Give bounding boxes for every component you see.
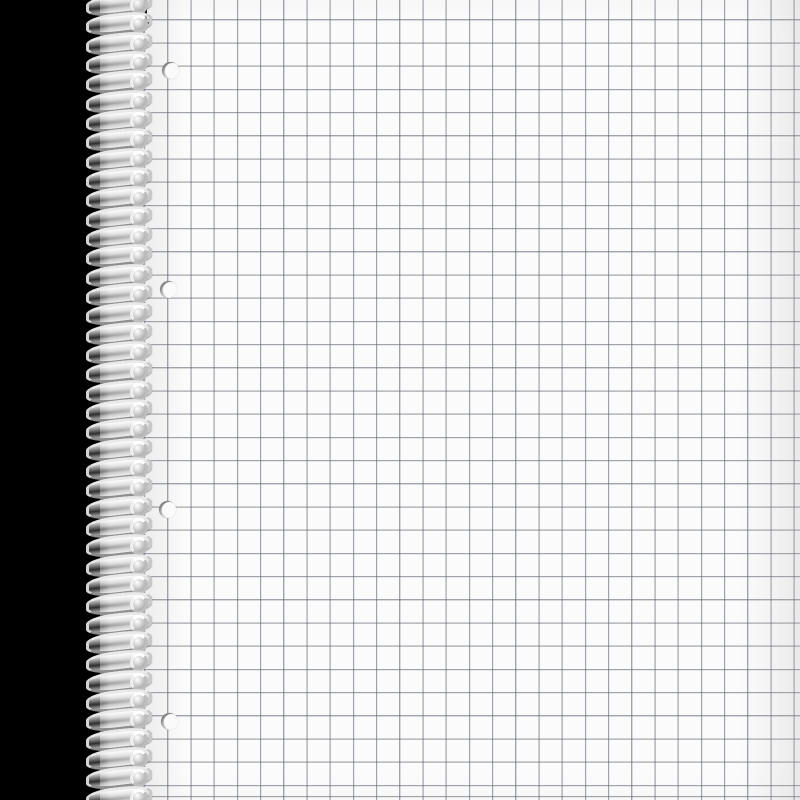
- coil-loop: [86, 207, 146, 222]
- coil-loop: [86, 52, 146, 67]
- punch-hole: [162, 62, 179, 79]
- coil-loop: [86, 497, 146, 512]
- coil-loop: [86, 477, 146, 492]
- graph-paper-sheet: [96, 0, 800, 800]
- coil-loop: [86, 381, 146, 396]
- coil-loop: [86, 516, 146, 531]
- coil-loop: [86, 13, 146, 28]
- coil-loop: [86, 574, 146, 589]
- coil-loop: [86, 110, 146, 125]
- punch-hole: [160, 281, 177, 298]
- coil-loop: [86, 33, 146, 48]
- page-shadow-right: [740, 0, 800, 800]
- coil-loop: [86, 400, 146, 415]
- coil-loop: [86, 303, 146, 318]
- coil-loop: [86, 555, 146, 570]
- coil-loop: [86, 245, 146, 260]
- grid-lines-soft: [144, 0, 800, 800]
- coil-loop: [86, 71, 146, 86]
- coil-loop: [86, 323, 146, 338]
- coil-loop: [86, 632, 146, 647]
- coil-loop: [86, 149, 146, 164]
- coil-loop: [86, 690, 146, 705]
- coil-loop: [86, 361, 146, 376]
- coil-loop: [86, 767, 146, 782]
- coil-loop: [86, 226, 146, 241]
- punch-hole: [161, 713, 178, 730]
- coil-loop: [86, 535, 146, 550]
- coil-loop: [86, 284, 146, 299]
- coil-loop: [86, 458, 146, 473]
- coil-loop: [86, 187, 146, 202]
- coil-loop: [86, 593, 146, 608]
- coil-loop: [86, 729, 146, 744]
- grid-lines: [144, 0, 800, 800]
- coil-loop: [86, 613, 146, 628]
- coil-loop: [86, 129, 146, 144]
- coil-loop: [86, 787, 146, 800]
- coil-loop: [86, 671, 146, 686]
- coil-loop: [86, 651, 146, 666]
- coil-loop: [86, 748, 146, 763]
- coil-loop: [86, 168, 146, 183]
- background-gutter: [0, 0, 100, 800]
- punch-hole: [159, 501, 176, 518]
- coil-loop: [86, 91, 146, 106]
- coil-loop: [86, 265, 146, 280]
- coil-loop: [86, 419, 146, 434]
- coil-loop: [86, 709, 146, 724]
- spiral-coil-binding: [86, 0, 148, 800]
- coil-loop: [86, 439, 146, 454]
- coil-loop: [86, 342, 146, 357]
- coil-loop: [86, 0, 146, 9]
